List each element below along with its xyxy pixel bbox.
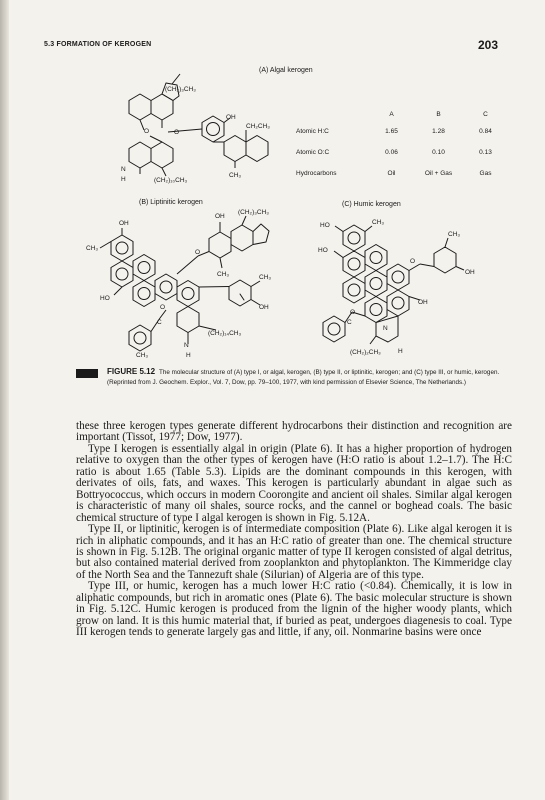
paragraph: these three kerogen types generate different hydrocarbons their distinction and recognition are important (Tissot, 1977; Dow, 1977).: [76, 420, 512, 444]
label-c: N: [383, 325, 388, 332]
label-a: N: [121, 166, 126, 173]
structure-c-humic: [323, 225, 464, 344]
row-label: Atomic O:C: [296, 149, 330, 156]
label-b: (CH₂)₃CH₃: [238, 209, 269, 216]
running-head: 5.3 FORMATION OF KEROGEN: [44, 41, 152, 48]
label-c: CH₃: [448, 231, 461, 238]
table-cell: 0.06: [385, 149, 398, 156]
molecular-structures-figure: [0, 0, 545, 370]
label-b: H: [186, 352, 191, 359]
paragraph: Type I kerogen is essentially algal in origin (Plate 6). It has a higher proportion of hydrogen relative to oxygen than the other types of kerogen have (H:O ratio is about 1.2–1.7). The H:C ratio is about 1.65 (Table 5.3). Lipids are the dominant compounds in this kerogen, with derivates of oils, fats, and waxes. This kerogen is particularly abundant in algae such as Bottryococcus, which occurs in modern Coorongite and ancient oil shales. Similar algal kerogen is characteristic of many oil shales, source rocks, and the cannel or boghead coals. The basic chemical structure of type I algal kerogen is shown in Fig. 5.12A.: [76, 442, 512, 524]
label-a: H: [121, 176, 126, 183]
label-b: N: [184, 342, 189, 349]
label-b: HO: [100, 295, 110, 302]
figure-caption-text: The molecular structure of (A) type I, or algal, kerogen, (B) type II, or liptinitic, kerogen; and (C) type III, or humic, kerogen. (Reprinted from J. Geochem. Explor., Vol. 7, Dow, pp. 79–100, 1977, with kind permission of Elsevier Science, The Netherlands.): [107, 369, 500, 386]
label-b: CH₃: [136, 352, 149, 359]
label-b: CH₃: [86, 245, 99, 252]
table-cell: Oil + Gas: [424, 170, 453, 177]
label-b: O: [160, 304, 166, 311]
table-cell: Gas: [479, 170, 492, 177]
label-a: CH₂CH₃: [246, 123, 270, 130]
row-label: Hydrocarbons: [296, 170, 337, 177]
figure-label: FIGURE 5.12: [107, 367, 156, 376]
paragraph: Type III, or humic, kerogen has a much lower H:C ratio (<0.84). Chemically, it is low in aliphatic compounds, but rich in aromatic ones (Plate 6). The basic molecular structure is shown in Fig. 5.12C. Humic kerogen is produced from the lignin of the higher woody plants, which grow on land. It is this humic material that, if buried as peat, undergoes diagenesis to coal. Type III kerogen tends to generate largely gas and little, if any, oil. Nonmarine basins were once: [76, 580, 512, 639]
label-c: H: [398, 348, 403, 355]
label-b: CH₃: [217, 271, 230, 278]
table-cell: 0.10: [432, 149, 445, 156]
panel-c-title: (C) Humic kerogen: [342, 201, 401, 208]
label-c: O: [350, 309, 356, 316]
label-c: CH₃: [372, 219, 385, 226]
panel-b-title: (B) Liptinitic kerogen: [139, 199, 203, 206]
label-c: OH: [465, 269, 475, 276]
table-cell: Oil: [387, 170, 396, 177]
page-number: 203: [477, 38, 498, 52]
panel-a-title: (A) Algal kerogen: [259, 67, 313, 74]
label-a: O: [174, 129, 180, 136]
label-b: OH: [215, 213, 225, 220]
column-header: A: [389, 110, 394, 118]
label-c: HO: [318, 247, 328, 254]
label-c: OH: [418, 299, 428, 306]
label-b: (CH₂)₁₄CH₃: [208, 330, 242, 337]
label-c: HO: [320, 222, 330, 229]
label-a: OH: [226, 114, 236, 121]
column-header: C: [483, 110, 488, 118]
figure-marker-block: [76, 369, 98, 378]
label-c: (CH₂)₂CH₃: [350, 349, 381, 356]
body-text: [76, 421, 512, 639]
structure-b-liptinitic: [100, 216, 272, 351]
figure-caption: [107, 367, 509, 387]
label-a: CH₃: [229, 172, 242, 179]
label-b: OH: [119, 220, 129, 227]
table-cell: 1.28: [432, 128, 445, 135]
row-label: Atomic H:C: [296, 128, 329, 135]
paragraph: Type II, or liptinitic, kerogen is of intermediate composition (Plate 6). Like algal kerogen it is rich in aliphatic compounds, and it has an H:C ratio of greater than one. The chemical structure is shown in Fig. 5.12B. The original organic matter of type II kerogen consisted of algal detritus, but also contained material derived from zooplankton and phytoplankton. The Kimmeridge clay of the North Sea and the Tannezuft shale (Silurian) of Algeria are of this type.: [76, 523, 512, 581]
table-cell: 0.13: [479, 149, 492, 156]
label-b: OH: [259, 304, 269, 311]
table-cell: 1.65: [385, 128, 398, 135]
table-cell: 0.84: [479, 128, 492, 135]
label-b: C: [157, 319, 162, 326]
label-c: C: [347, 319, 352, 326]
label-a: O: [144, 128, 150, 135]
label-a: (CH₂)₁₀CH₃: [154, 177, 188, 184]
label-b: CH₃: [259, 274, 272, 281]
label-a: (CH₂)₃CH₃: [165, 86, 196, 93]
column-header: B: [436, 110, 441, 118]
label-c: O: [410, 258, 416, 265]
label-b: O: [195, 249, 201, 256]
